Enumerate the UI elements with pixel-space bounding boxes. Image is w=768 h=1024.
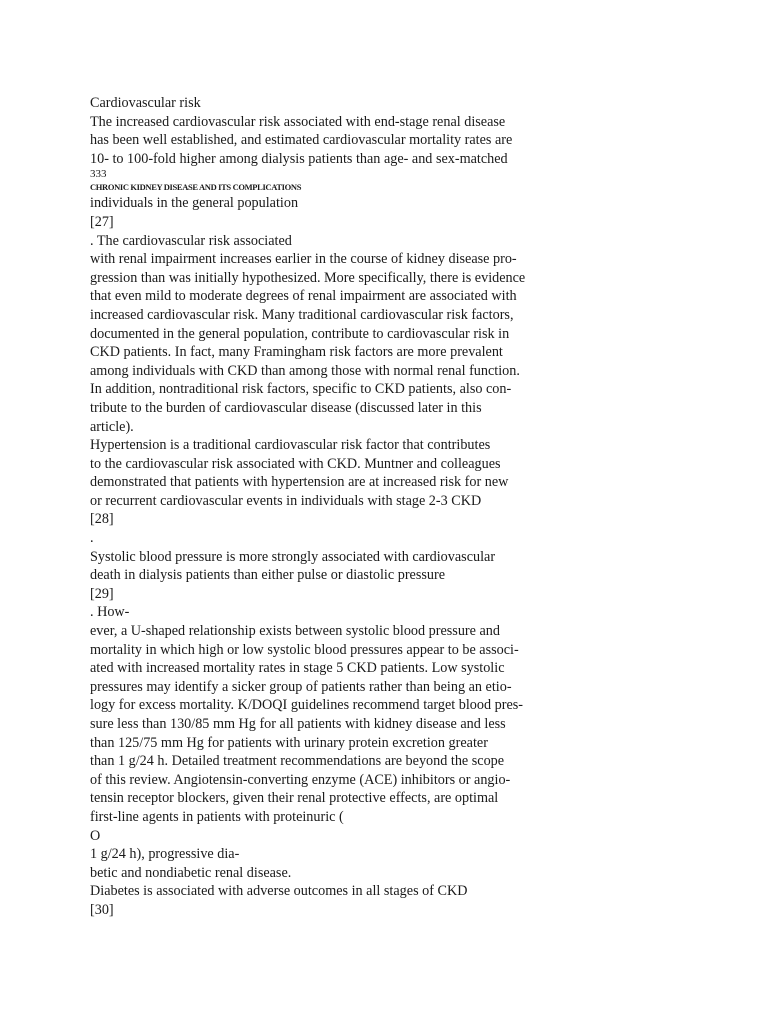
text-line: mortality in which high or low systolic blood pressures appear to be associ- xyxy=(90,641,519,658)
text-line: pressures may identify a sicker group of patients rather than being an etio- xyxy=(90,678,512,695)
text-line: tribute to the burden of cardiovascular disease (discussed later in this xyxy=(90,399,482,416)
running-header: CHRONIC KIDNEY DISEASE AND ITS COMPLICATIONS xyxy=(90,182,302,193)
text-line: 1 g/24 h), progressive dia- xyxy=(90,846,240,863)
citation-ref: [30] xyxy=(90,901,114,918)
text-line: . The cardiovascular risk associated xyxy=(90,232,292,249)
text-line: Systolic blood pressure is more strongly associated with cardiovascular xyxy=(90,548,496,565)
text-line: article). xyxy=(90,418,134,435)
text-line: . xyxy=(90,530,94,547)
text-line: demonstrated that patients with hypertension are at increased risk for new xyxy=(90,474,509,491)
text-line: to the cardiovascular risk associated with CKD. Muntner and colleagues xyxy=(90,455,501,472)
text-line: or recurrent cardiovascular events in individuals with stage 2-3 CKD xyxy=(90,492,482,509)
text-line: ated with increased mortality rates in stage 5 CKD patients. Low systolic xyxy=(90,660,505,677)
text-line: logy for excess mortality. K/DOQI guidelines recommend target blood pres- xyxy=(90,697,524,714)
text-line: gression than was initially hypothesized. More specifically, there is evidence xyxy=(90,269,526,286)
text-line: among individuals with CKD than among those with normal renal function. xyxy=(90,362,520,379)
text-line: death in dialysis patients than either pulse or diastolic pressure xyxy=(90,567,445,584)
text-line: of this review. Angiotensin-converting enzyme (ACE) inhibitors or angio- xyxy=(90,771,511,788)
text-line: . How- xyxy=(90,604,130,621)
text-line: that even mild to moderate degrees of renal impairment are associated with xyxy=(90,288,517,305)
text-line: tensin receptor blockers, given their renal protective effects, are optimal xyxy=(90,790,499,807)
text-line: Diabetes is associated with adverse outcomes in all stages of CKD xyxy=(90,883,468,900)
text-line: documented in the general population, contribute to cardiovascular risk in xyxy=(90,325,510,342)
text-line: sure less than 130/85 mm Hg for all patients with kidney disease and less xyxy=(90,716,506,732)
document-page xyxy=(90,94,560,920)
citation-ref: [28] xyxy=(90,511,114,528)
text-line: CKD patients. In fact, many Framingham risk factors are more prevalent xyxy=(90,344,503,361)
text-line: ever, a U-shaped relationship exists between systolic blood pressure and xyxy=(90,623,500,640)
text-line: The increased cardiovascular risk associated with end-stage renal disease xyxy=(90,113,506,130)
text-line: individuals in the general population xyxy=(90,195,299,212)
text-line: Hypertension is a traditional cardiovascular risk factor that contributes xyxy=(90,437,491,454)
text-line: than 125/75 mm Hg for patients with urinary protein excretion greater xyxy=(90,734,488,751)
text-line: has been well established, and estimated cardiovascular mortality rates are xyxy=(90,132,513,149)
text-line: betic and nondiabetic renal disease. xyxy=(90,864,292,881)
text-line: increased cardiovascular risk. Many traditional cardiovascular risk factors, xyxy=(90,306,514,323)
text-line: 10- to 100-fold higher among dialysis patients than age- and sex-matched xyxy=(90,150,508,167)
text-line: than 1 g/24 h. Detailed treatment recommendations are beyond the scope xyxy=(90,753,505,770)
text-line: In addition, nontraditional risk factors, specific to CKD patients, also con- xyxy=(90,381,512,398)
text-line: first-line agents in patients with proteinuric ( xyxy=(90,808,344,825)
text-line: with renal impairment increases earlier in the course of kidney disease pro- xyxy=(90,251,517,268)
section-heading: Cardiovascular risk xyxy=(90,95,201,111)
text-line: O xyxy=(90,827,101,844)
citation-ref: [27] xyxy=(90,213,114,230)
page-number: 333 xyxy=(90,168,107,181)
citation-ref: [29] xyxy=(90,585,114,602)
